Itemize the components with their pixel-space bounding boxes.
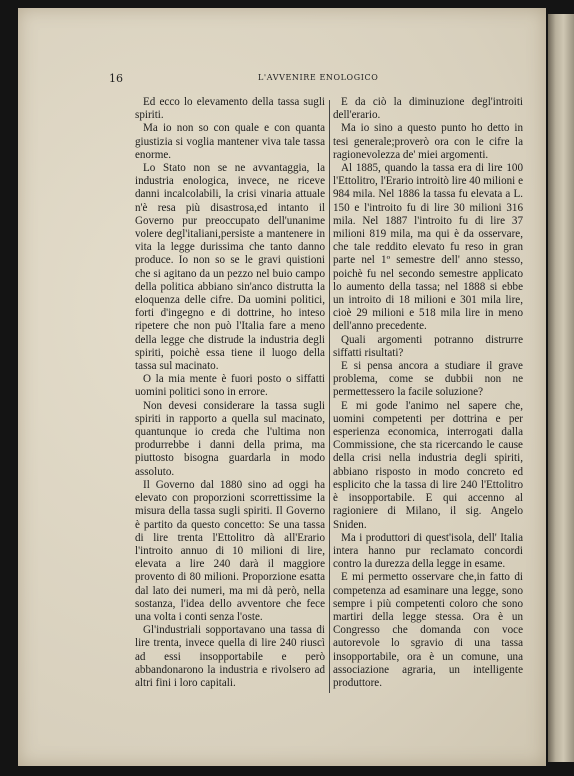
paragraph: E da ciò la diminuzione degl'introiti dell'erario. [333,96,523,122]
paragraph: Il Governo dal 1880 sino ad oggi ha elevato con proporzioni scorrettissime la misura della tassa sugli spiriti. Il Governo è partito da questo concetto: Se una tassa di lire trenta l'Ettolitro dà all'Erario l'introito annuo di 10 milioni di lire, elevata a lire 240 darà il maggiore provento di 80 milioni. Proporzione esatta dal lato dei numeri, ma mi dà però, nella sostanza, l'idea dello avventore che fece una volta i conti senza l'oste. [135,478,325,623]
paragraph: Non devesi considerare la tassa sugli spiriti in rapporto a quella sul macinato, quantunque io creda che l'ultima non produrrebbe i danni della prima, ma piuttosto bisogna guardarla in modo assoluto. [135,399,325,478]
next-page-edge [548,14,574,762]
paragraph: Quali argomenti potranno distrurre siffatti risultati? [333,333,523,359]
paragraph: Gl'industriali sopportavano una tassa di lire trenta, invece quella di lire 240 riuscì ad essi insopportabile e però abbandonarono la industria e rivolsero ad altri fini i loro capitali. [135,624,325,689]
paragraph: E mi permetto osservare che,in fatto di competenza ad esaminare una legge, sono sempre i più competenti coloro che sono martiri della legge stessa. Ora è un Congresso che domanda con voce autorevole lo sgravio di una tassa insopportabile, ora è un comune, una associazione agraria, un intelligente produttore. [333,571,523,689]
running-title: L'AVVENIRE ENOLOGICO [258,73,379,82]
paragraph: E si pensa ancora a studiare il grave problema, come se dubbii non ne permettessero la facile soluzione? [333,360,523,399]
text-column-right [333,96,523,690]
paragraph: O la mia mente è fuori posto o siffatti uomini politici sono in errore. [135,373,325,399]
paragraph: Al 1885, quando la tassa era di lire 100 l'Ettolitro, l'Erario introitò lire 40 milioni e 984 mila. Nel 1886 la tassa fu elevata a L. 150 e l'introito fu di lire 30 milioni 316 mila. Nel 1887 l'introito fu di lire 37 milioni 819 mila, ma qui è da osservare, che tale reddito elevato fu reso in gran parte nel 1º semestre dell' anno stesso, poichè fu nel secondo semestre applicato lo aumento della tassa; nel 1888 si ebbe un introito di 18 milioni e 301 mila lire, cioè 29 milioni e 518 mila lire in meno dell'anno precedente. [333,162,523,333]
column-divider [329,100,330,693]
page-number: 16 [109,72,123,85]
paragraph: Ma io sino a questo punto ho detto in tesi generale;proverò ora con le cifre la ragionevolezza de' miei argomenti. [333,122,523,161]
paragraph: E mi gode l'animo nel sapere che, uomini competenti per dottrina e per esperienza economica, interrogati dalla Commissione, che sta ricercando le cause della crisi nella industria degli spiriti, abbiano risposto in modo concreto ed esplicito che la tassa di lire 240 l'Ettolitro è insopportabile. E qui accenno al ragioniere di Milano, il sig. Angelo Sniden. [333,399,523,531]
book-page [18,8,546,766]
page-header [18,72,546,88]
paragraph: Ma i produttori di quest'isola, dell' Italia intera hanno pur reclamato concordi contro la durezza della legge in esame. [333,531,523,571]
paragraph: Ma io non so con quale e con quanta giustizia si voglia mantener viva tale tassa enorme. [135,122,325,161]
paragraph: Ed ecco lo elevamento della tassa sugli spiriti. [135,96,325,122]
text-column-left [135,96,325,690]
paragraph: Lo Stato non se ne avvantaggia, la industria enologica, invece, ne riceve danni incalcolabili, la crisi vinaria attuale n'è resa più disastrosa,ed intanto il Governo pur preoccupato dell'unanime volere degl'italiani,persiste a mantenere in vita la legge durissima che tanto danno produce. Io non so se le gravi quistioni che si agitano da un pezzo nel buio campo della politica abbiano sin'anco distrutta la eloquenza delle cifre. Da uomini politici, forti d'ingegno e di dottrine, ho inteso ripetere che non può l'Italia fare a meno della legge che distrude la industria degli spiriti, poichè essa tiene il luogo della tassa sul macinato. [135,162,325,373]
